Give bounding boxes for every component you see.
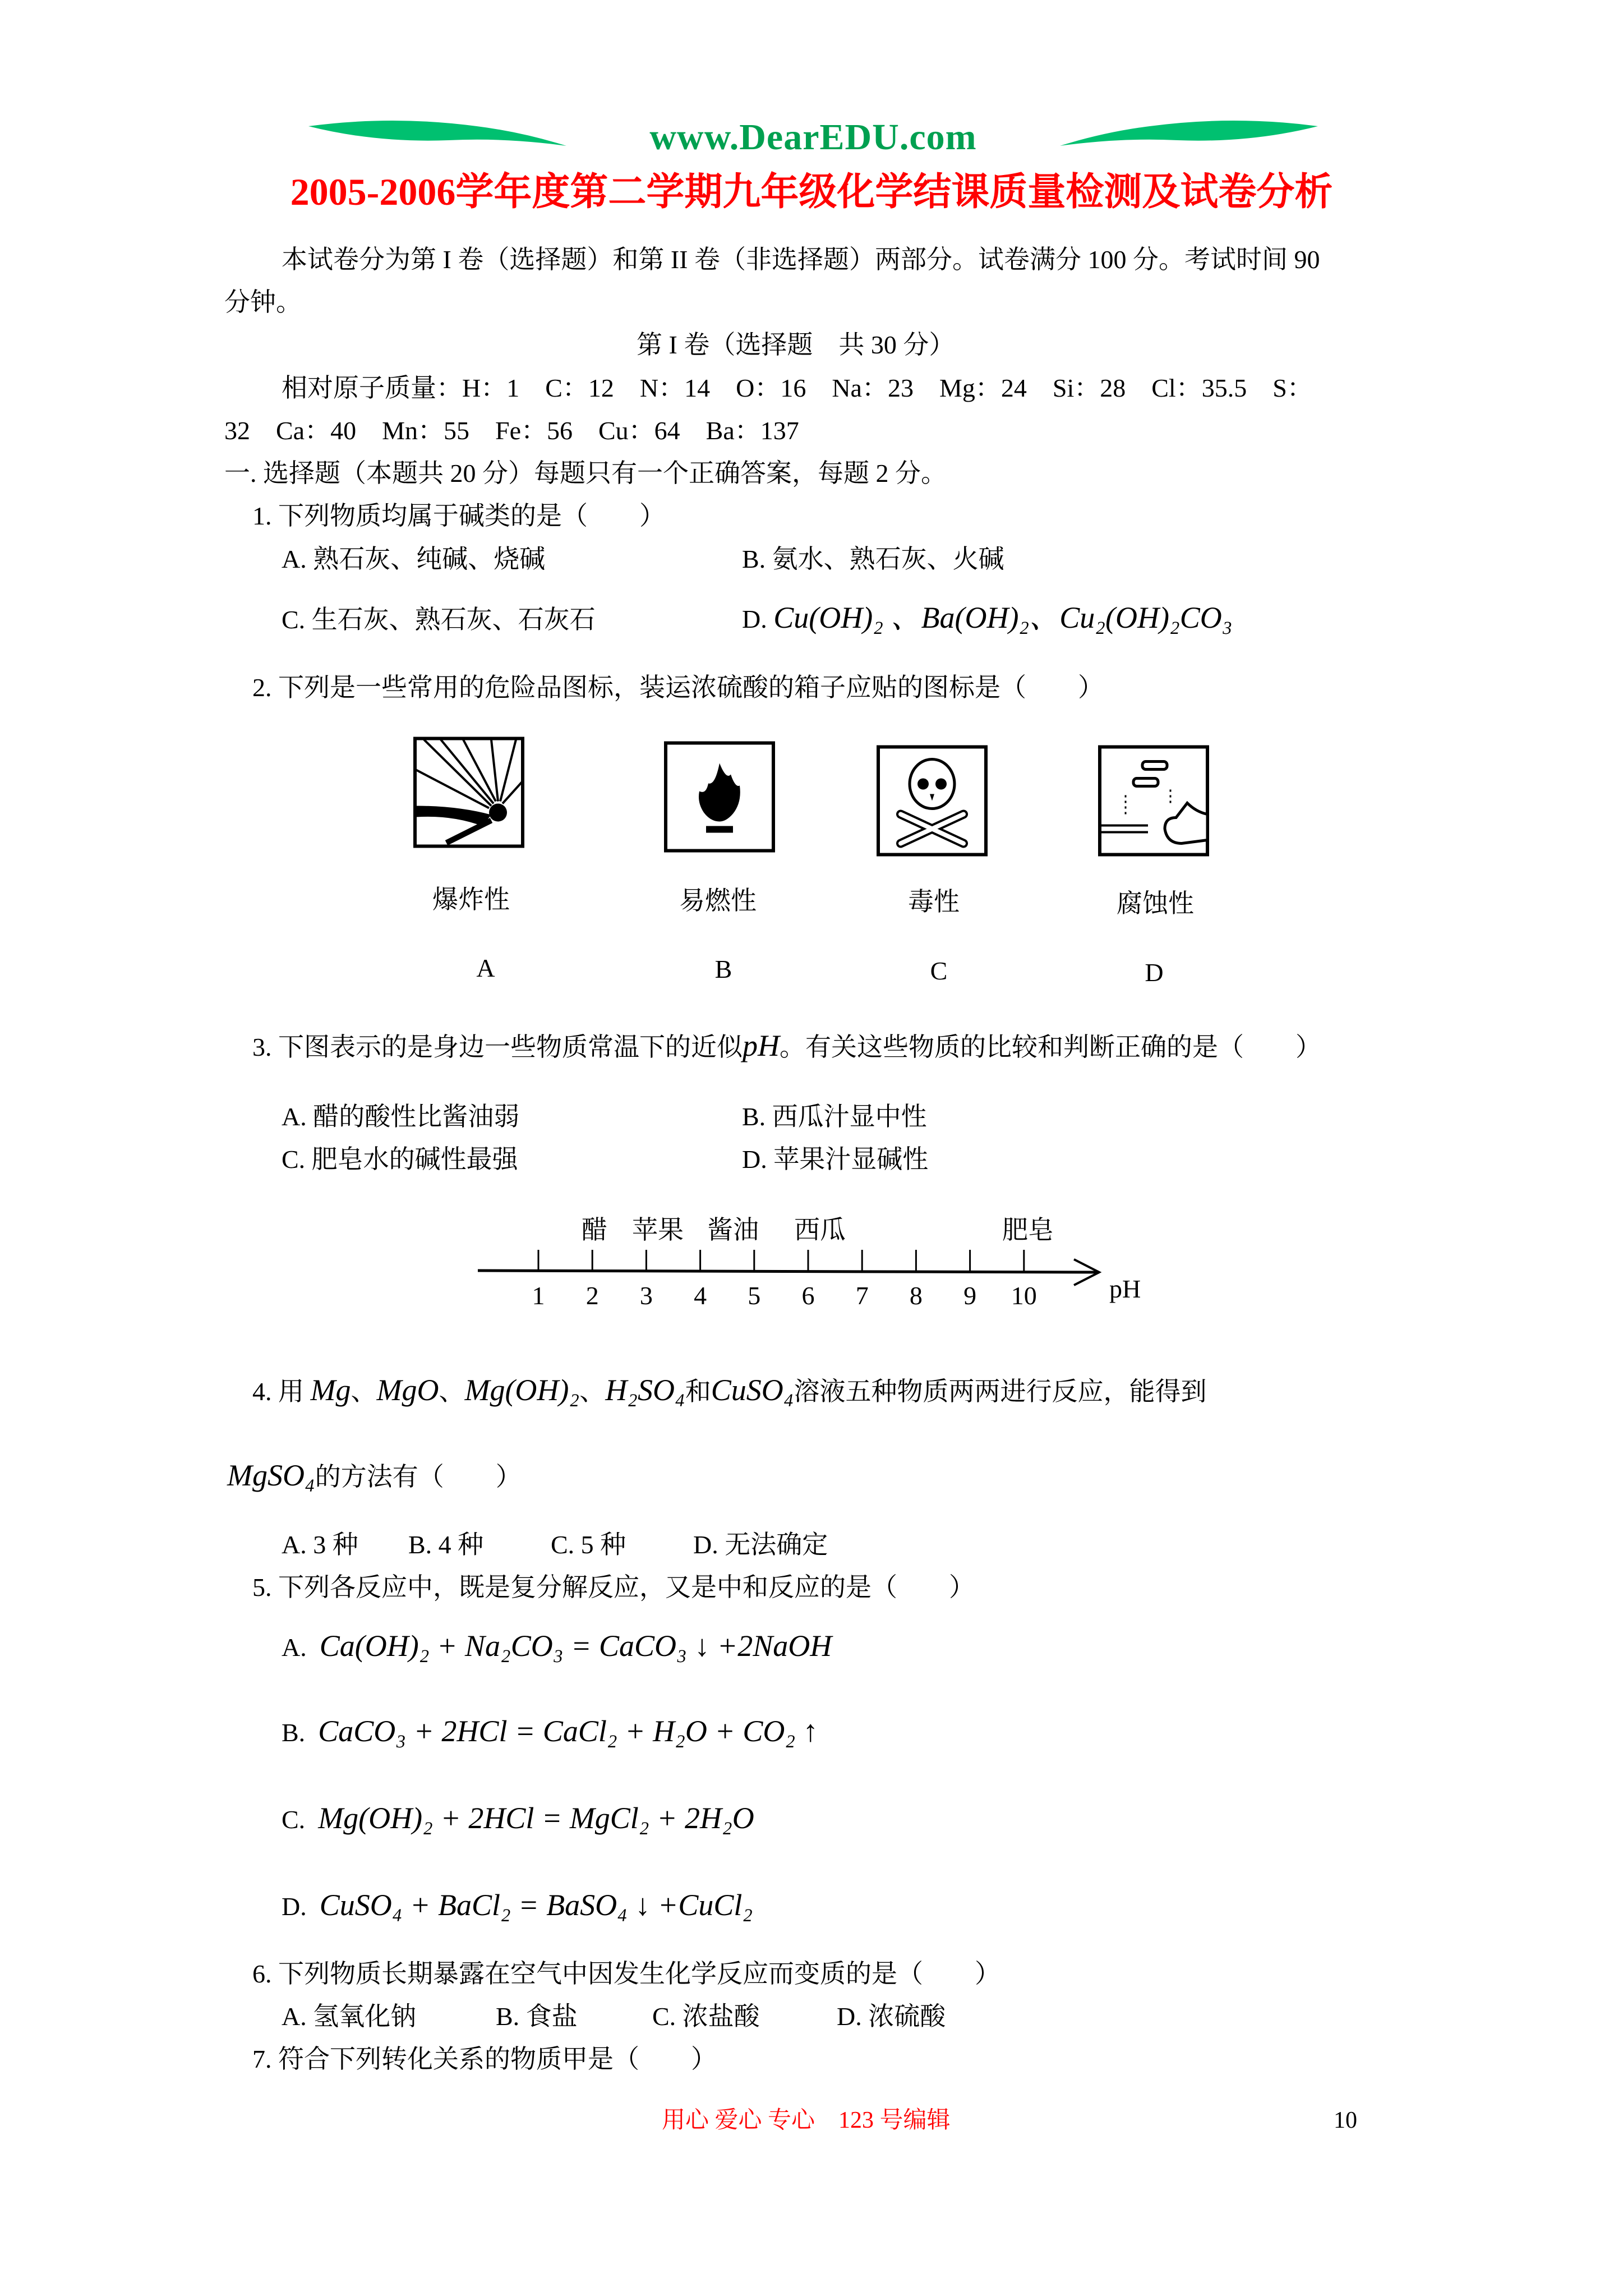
ph-axis-label: pH [1109,1274,1141,1303]
q5-option-a [282,1630,832,1663]
ph-axis-line [478,1271,1099,1272]
q6-option-a: A. 氢氧化钠 [282,2002,417,2031]
logo-text: www.DearEDU.com [649,117,977,158]
equation: Ca(OH)₂ + Na₂CO₃ = CaCO₃ ↓ +2NaOH [319,1629,832,1663]
ph-substance-label: 醋 [582,1216,607,1244]
icon-letter-a: A [476,954,495,982]
ph-tick-label: 3 [639,1281,653,1310]
formula: H₂SO₄ [605,1373,685,1407]
q4-option-d: D. 无法确定 [693,1530,828,1559]
q6-option-d: D. 浓硫酸 [837,2002,946,2031]
ph-substance-label: 酱油 [707,1216,759,1244]
intro-line-2: 分钟。 [224,288,302,316]
ph-tick-label: 1 [532,1281,545,1310]
ph-tick-label: 5 [748,1281,761,1310]
icon-label-d: 腐蚀性 [1117,889,1194,918]
q4-stem [252,1374,1207,1407]
intro-line-1: 本试卷分为第 I 卷（选择题）和第 II 卷（非选择题）两部分。试卷满分 100 分。考试时间 90 [282,245,1320,274]
atomic-masses-1: 相对原子质量：H：1 C：12 N：14 O：16 Na：23 Mg：24 Si：28 Cl：35.5 S： [282,374,1313,402]
flammable-icon [663,739,776,854]
q1-option-a: A. 熟石灰、纯碱、烧碱 [282,545,546,573]
ph-tick-label: 6 [801,1281,815,1310]
icon-label-b: 易燃性 [679,886,757,915]
equation: CuSO₄ + BaCl₂ = BaSO₄ ↓ +CuCl₂ [319,1888,753,1922]
q5-option-b [282,1715,818,1749]
q6-stem: 6. 下列物质长期暴露在空气中因发生化学反应而变质的是（ ） [252,1959,1000,1988]
separator: 、 [351,1377,377,1406]
ph-substance-label: 肥皂 [1002,1216,1054,1244]
formula: CuSO₄ [711,1373,794,1407]
q6-option-c: C. 浓盐酸 [652,2002,760,2031]
separator: 、 [439,1377,465,1406]
q2-stem: 2. 下列是一些常用的危险品图标，装运浓硫酸的箱子应贴的图标是（ ） [252,673,1104,702]
q1-option-d [742,602,1233,635]
formula: pH [743,1029,780,1062]
stem-text: 溶液五种物质两两进行反应，能得到 [794,1377,1207,1406]
ph-tick-label: 4 [694,1281,707,1310]
page-number: 10 [1334,2108,1357,2133]
formula: MgO [376,1373,439,1407]
separator: 、 [579,1377,606,1406]
explosive-icon [413,735,525,850]
stem-text: 和 [685,1377,711,1406]
stem-text: 的方法有（ ） [315,1462,522,1491]
formula: Mg(OH)₂ [464,1373,580,1407]
corrosive-icon [1098,743,1210,858]
q7-stem: 7. 符合下列转化关系的物质甲是（ ） [252,2045,717,2073]
stem-text: 。有关这些物质的比较和判断正确的是（ ） [780,1033,1321,1061]
site-logo [308,115,1318,160]
q3-option-b: B. 西瓜汁显中性 [742,1102,927,1131]
icon-label-c: 毒性 [908,887,960,916]
option-label: B. [282,1718,306,1747]
formula: Mg [310,1373,351,1407]
ph-tick-label: 9 [963,1281,977,1310]
q1-option-c: C. 生石灰、熟石灰、石灰石 [282,605,596,634]
q4-option-c: C. 5 种 [551,1530,626,1559]
option-label: A. [282,1633,307,1662]
q6-option-b: B. 食盐 [496,2002,578,2031]
part-title: 第 I 卷（选择题 共 30 分） [637,330,955,359]
option-label: C. [282,1805,306,1834]
equation: CaCO₃ + 2HCl = CaCl₂ + H₂O + CO₂ ↑ [318,1714,818,1748]
option-label: D. [742,605,767,633]
formula: MgSO₄ [227,1458,315,1492]
option-label: D. [282,1892,307,1921]
q4-option-b: B. 4 种 [408,1530,484,1559]
icon-label-a: 爆炸性 [432,885,510,914]
ph-substance-label: 苹果 [632,1216,684,1244]
formula: Cu(OH)₂ 、Ba(OH)₂、Cu₂(OH)₂CO₃ [773,601,1233,634]
toxic-icon [876,743,988,858]
q1-option-b: B. 氨水、熟石灰、火碱 [742,545,1004,573]
atomic-masses-2: 32 Ca：40 Mn：55 Fe：56 Cu：64 Ba：137 [224,416,799,445]
ph-tick-label: 2 [585,1281,599,1310]
icon-letter-b: B [714,955,732,983]
q4-stem-2 [227,1460,522,1493]
ph-tick-label: 10 [1011,1281,1037,1310]
equation: Mg(OH)₂ + 2HCl = MgCl₂ + 2H₂O [318,1801,754,1835]
q3-stem [252,1030,1321,1063]
q3-option-d: D. 苹果汁显碱性 [742,1145,929,1174]
page-title: 2005-2006学年度第二学期九年级化学结课质量检测及试卷分析 [290,171,1333,213]
stem-text: 4. 用 [252,1377,304,1406]
ph-tick-label: 8 [909,1281,923,1310]
q3-option-a: A. 醋的酸性比酱油弱 [282,1102,520,1131]
q3-option-c: C. 肥皂水的碱性最强 [282,1145,518,1174]
q5-option-c [282,1802,754,1835]
ph-axis-arrow [1074,1259,1099,1285]
icon-letter-d: D [1145,958,1164,987]
icon-letter-c: C [930,956,948,985]
ph-tick-label: 7 [855,1281,869,1310]
q4-option-a: A. 3 种 [282,1530,358,1559]
q1-stem: 1. 下列物质均属于碱类的是（ ） [252,501,665,530]
q5-stem: 5. 下列各反应中，既是复分解反应，又是中和反应的是（ ） [252,1573,975,1602]
stem-text: 3. 下图表示的是身边一些物质常温下的近似 [252,1033,743,1061]
q5-option-d [282,1889,753,1922]
section-heading: 一. 选择题（本题共 20 分）每题只有一个正确答案，每题 2 分。 [224,459,947,487]
ph-substance-label: 西瓜 [794,1216,846,1244]
footer-editor: 用心 爱心 专心 123 号编辑 [662,2108,951,2133]
